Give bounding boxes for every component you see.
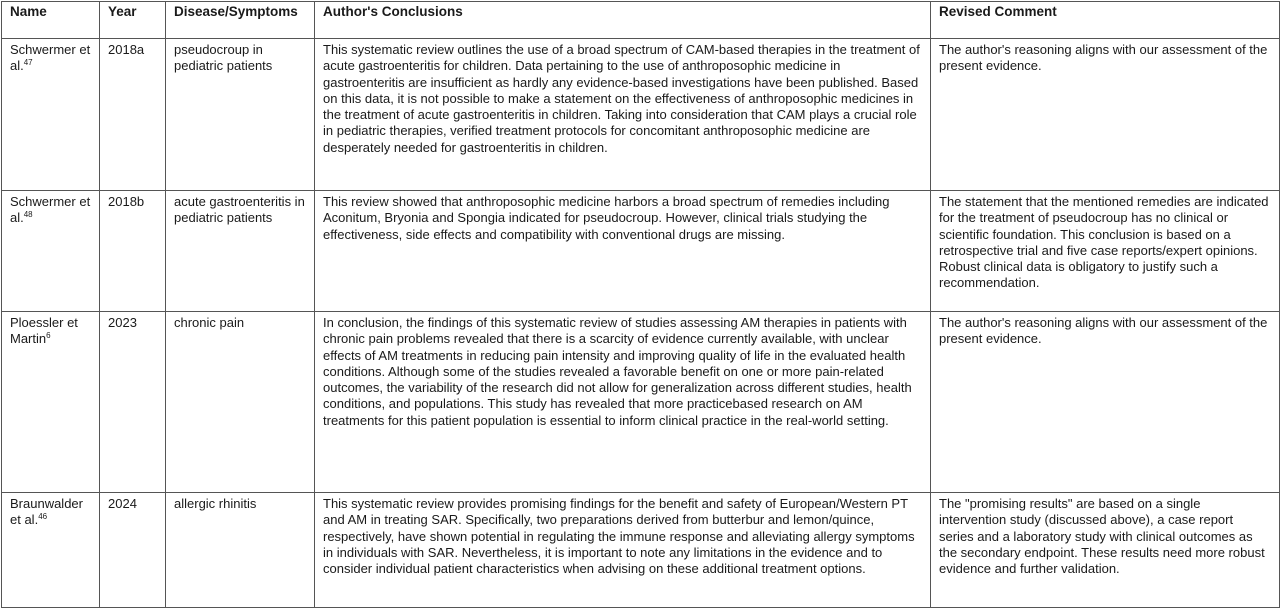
cell-name: [2, 493, 100, 608]
evidence-table: [1, 1, 1280, 608]
table-row: [2, 493, 1280, 608]
cell-year: 2018b: [100, 191, 166, 312]
header-year: Year: [100, 2, 166, 39]
header-conclusions: Author's Conclusions: [315, 2, 931, 39]
header-revised: Revised Comment: [931, 2, 1280, 39]
cell-name: [2, 39, 100, 191]
cell-conclusions: In conclusion, the findings of this systematic review of studies assessing AM therapies in patients with chronic pain problems revealed that there is a scarcity of evidence currently available, with unclear effects of AM treatments in reducing pain intensity and improving quality of life in the evaluated health conditions. Although some of the studies revealed a favorable benefit on one or more pain-related outcomes, the variability of the research did not allow for generalization across different studies, health conditions, and populations. This study has revealed that more practicebased research on AM treatments for this patient population is essential to inform clinical practice in the real-world setting.: [315, 312, 931, 493]
reference-number: 47: [23, 58, 33, 68]
cell-conclusions: This systematic review provides promising findings for the benefit and safety of European/Western PT and AM in treating SAR. Specifically, two preparations derived from butterbur and lemon/quince, respectively, have shown potential in regulating the immune response and alleviating allergy symptoms in individuals with SAR. Nevertheless, it is important to note any limitations in the evidence and to consider individual patient characteristics when advising on these additional treatment options.: [315, 493, 931, 608]
cell-revised: The statement that the mentioned remedies are indicated for the treatment of pseudocroup has no clinical or scientific foundation. This conclusion is based on a retrospective trial and five case reports/expert opinions. Robust clinical data is obligatory to justify such a recommendation.: [931, 191, 1280, 312]
reference-number: 6: [46, 331, 51, 341]
cell-year: 2018a: [100, 39, 166, 191]
cell-conclusions: This review showed that anthroposophic medicine harbors a broad spectrum of remedies including Aconitum, Bryonia and Spongia indicated for pseudocroup. However, clinical trials studying the effectiveness, side effects and compatibility with conventional drugs are missing.: [315, 191, 931, 312]
author-name: Ploessler et Martin: [10, 315, 78, 347]
cell-name: [2, 191, 100, 312]
cell-revised: The author's reasoning aligns with our assessment of the present evidence.: [931, 312, 1280, 493]
header-name: Name: [2, 2, 100, 39]
cell-disease: chronic pain: [166, 312, 315, 493]
cell-disease: acute gastroenteritis in pediatric patients: [166, 191, 315, 312]
author-name: Braunwalder et al.: [10, 496, 83, 528]
cell-year: 2024: [100, 493, 166, 608]
table-row: [2, 39, 1280, 191]
table-row: [2, 312, 1280, 493]
header-disease: Disease/Symptoms: [166, 2, 315, 39]
cell-year: 2023: [100, 312, 166, 493]
cell-revised: The "promising results" are based on a single intervention study (discussed above), a case report series and a laboratory study with clinical outcomes as the secondary endpoint. These results need more robust evidence and further validation.: [931, 493, 1280, 608]
cell-disease: allergic rhinitis: [166, 493, 315, 608]
cell-disease: pseudocroup in pediatric patients: [166, 39, 315, 191]
author-name: Schwermer et al.: [10, 42, 91, 74]
header-row: [2, 2, 1280, 39]
table-row: [2, 191, 1280, 312]
cell-name: [2, 312, 100, 493]
cell-revised: The author's reasoning aligns with our assessment of the present evidence.: [931, 39, 1280, 191]
author-name: Schwermer et al.: [10, 194, 91, 226]
cell-conclusions: This systematic review outlines the use of a broad spectrum of CAM-based therapies in the treatment of acute gastroenteritis for children. Data pertaining to the use of anthroposophic medicine in gastroenteritis are insufficient as hardly any evidence-based investigations have been published. Based on this data, it is not possible to make a statement on the effectiveness of anthroposophic medicines in the treatment of acute gastroenteritis in children. Taking into consideration that CAM plays a crucial role in pediatric therapies, verified treatment protocols for concomitant anthroposophic medicine are desperately needed for gastroenteritis in children.: [315, 39, 931, 191]
reference-number: 46: [38, 512, 48, 522]
reference-number: 48: [23, 210, 33, 220]
